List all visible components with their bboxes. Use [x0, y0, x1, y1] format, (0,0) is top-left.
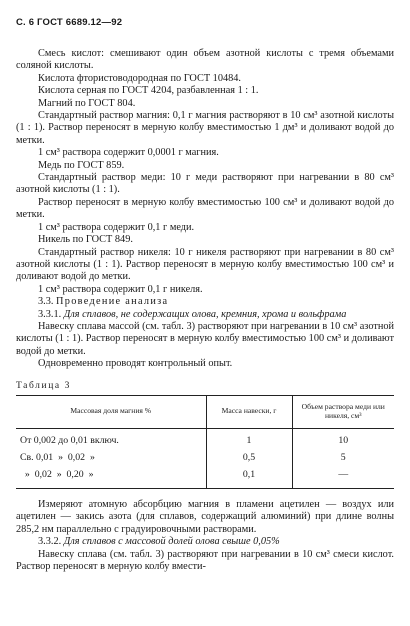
clause-number: 3.3.1. [38, 308, 62, 320]
paragraph: Кислота фтористоводородная по ГОСТ 10484. [38, 72, 241, 84]
paragraph: Кислота серная по ГОСТ 4204, разбавленная 1 : 1. [38, 85, 259, 97]
clause-heading [16, 309, 394, 321]
section-number: 3.3. [38, 296, 54, 308]
paragraph: Медь по ГОСТ 859. [38, 159, 125, 171]
paragraph: 1 см³ раствора содержит 0,0001 г магния. [38, 147, 219, 159]
paragraph: 1 см³ раствора содержит 0,1 г никеля. [38, 283, 203, 295]
paragraph: 1 см³ раствора содержит 0,1 г меди. [38, 221, 195, 233]
table-cell: 5 [292, 450, 394, 467]
table-cell: 0,1 [206, 467, 292, 489]
clause-heading [16, 536, 394, 548]
table-cell: 0,5 [206, 450, 292, 467]
paragraph: Смесь кислот: смешивают один объем азотной кислоты с тремя объемами соляной кислоты. [16, 48, 394, 72]
paragraph: Навеску сплава массой (см. табл. 3) растворяют при нагревании в 10 см³ азотной кислоты (1 : 1). Раствор переносят в мерную колбу вместимостью 100 см³ и доливают водой до метки. [16, 320, 394, 357]
table-row [16, 450, 394, 467]
clause-title: Для сплавов с массовой долей олова свыше 0,05% [63, 536, 280, 548]
table-row [16, 428, 394, 450]
paragraph: Никель по ГОСТ 849. [38, 234, 133, 246]
table-caption: Таблица 3 [16, 380, 72, 391]
table-cell: — [292, 467, 394, 489]
paragraph: Навеску сплава (см. табл. 3) растворяют при нагревании в 10 см³ смеси кислот. Раствор переносят в мерную колбу вмести- [16, 548, 394, 572]
table-cell: 10 [292, 428, 394, 450]
column-header: Объем раствора меди или никеля, см³ [292, 395, 394, 428]
section-heading [16, 296, 394, 308]
paragraph: Стандартный раствор никеля: 10 г никеля растворяют при нагревании в 80 см³ азотной кислоты (1 : 1). Раствор переносят в мерную колбу вместимостью 100 см³ и доливают водой до метки. [16, 246, 394, 283]
table-row [16, 467, 394, 489]
table-cell: 1 [206, 428, 292, 450]
paragraph: Измеряют атомную абсорбцию магния в пламени ацетилен — воздух или ацетилен — закись азота (для сплавов, содержащий алюминий) при длине волны 285,2 нм параллельно с градуировочными растворами. [16, 498, 394, 535]
column-header: Масса навески, г [206, 395, 292, 428]
table-cell: От 0,002 до 0,01 включ. [20, 435, 119, 447]
paragraph: Магний по ГОСТ 804. [38, 97, 136, 109]
table-cell: Св. 0,01 » 0,02 » [20, 452, 95, 464]
clause-number: 3.3.2. [38, 536, 62, 548]
table-3 [16, 395, 394, 489]
page-header: С. 6 ГОСТ 6689.12—92 [16, 17, 123, 28]
table-header-row [16, 395, 394, 428]
paragraph: Стандартный раствор магния: 0,1 г магния растворяют в 10 см³ азотной кислоты (1 : 1). Раствор переносят в мерную колбу вместимостью 1 дм³ и доливают водой до метки. [16, 110, 394, 146]
table-cell: » 0,02 » 0,20 » [16, 467, 206, 489]
paragraph: Одновременно проводят контрольный опыт. [38, 358, 233, 370]
paragraph: Раствор переносят в мерную колбу вместимостью 100 см³ и доливают водой до метки. [16, 196, 394, 221]
column-header: Массовая доля магния % [16, 395, 206, 428]
paragraph: Стандартный раствор меди: 10 г меди растворяют при нагревании в 80 см³ азотной кислоты (1 : 1). [16, 172, 394, 196]
section-title: Проведение анализа [56, 296, 169, 308]
document-body [16, 48, 394, 573]
clause-title: Для сплавов, не содержащих олова, кремния, хрома и вольфрама [63, 308, 347, 320]
